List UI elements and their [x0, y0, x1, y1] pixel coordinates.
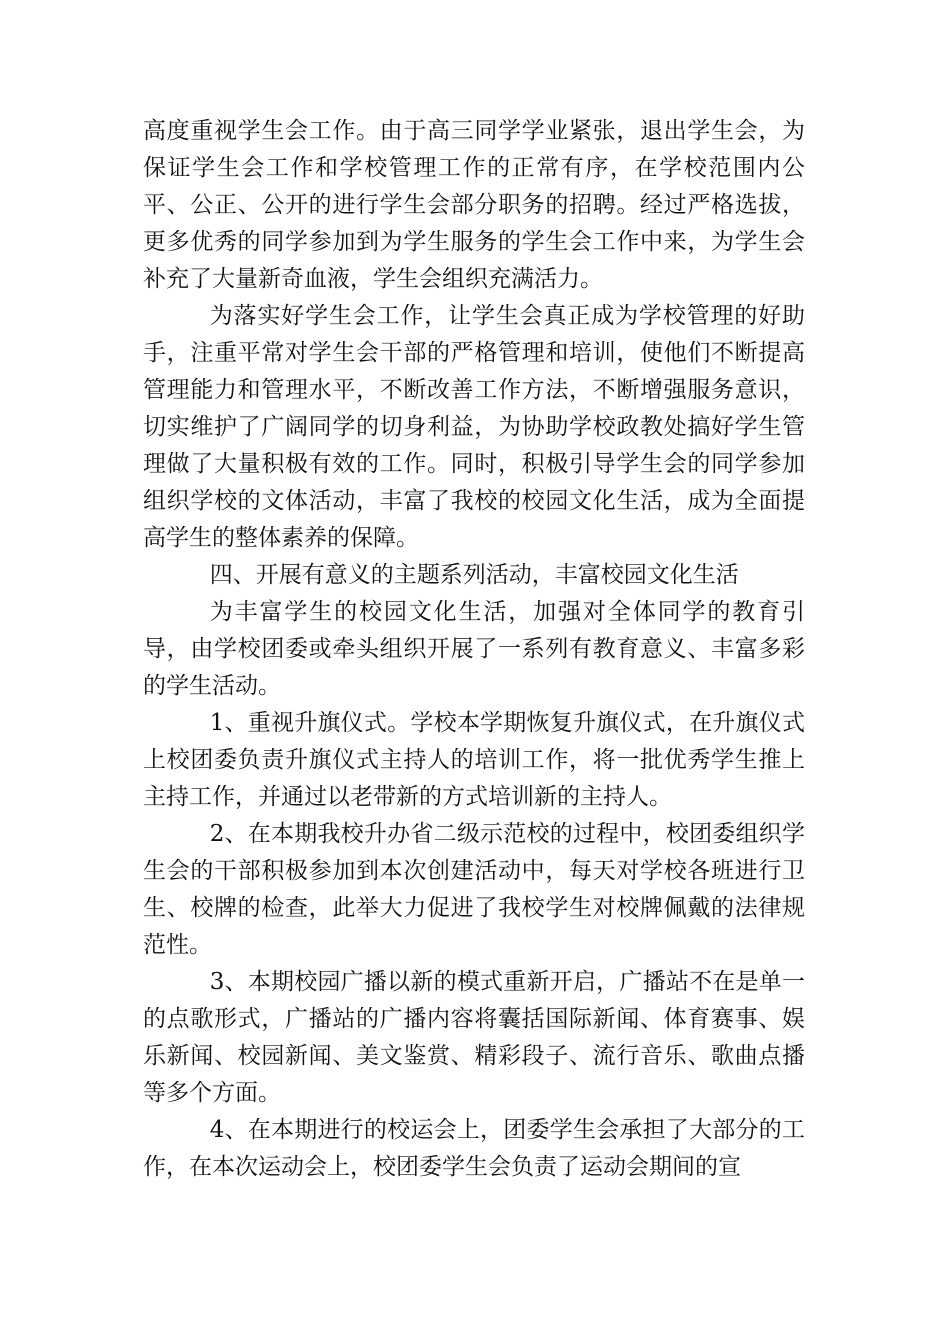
document-body	[143, 113, 805, 1186]
paragraph-student-union-management: 为落实好学生会工作，让学生会真正成为学校管理的好助手，注重平常对学生会干部的严格管理和培训，使他们不断提高管理能力和管理水平，不断改善工作方法，不断增强服务意识，切实维护了广阔同学的切身利益，为协助学校政教处搞好学生管理做了大量积极有效的工作。同时，积极引导学生会的同学参加组织学校的文体活动，丰富了我校的校园文化生活，成为全面提高学生的整体素养的保障。	[143, 303, 805, 551]
list-item-demonstration-school: 2、在本期我校升办省二级示范校的过程中，校团委组织学生会的干部积极参加到本次创建活动中，每天对学校各班进行卫生、校牌的检查，此举大力促进了我校学生对校牌佩戴的法律规范性。	[143, 821, 805, 958]
paragraph-continuation: 高度重视学生会工作。由于高三同学学业紧张，退出学生会，为保证学生会工作和学校管理工作的正常有序，在学校范围内公平、公正、公开的进行学生会部分职务的招聘。经过严格选拔，更多优秀的同学参加到为学生服务的学生会工作中来，为学生会补充了大量新奇血液，学生会组织充满活力。	[143, 118, 805, 292]
paragraph-activities-intro: 为丰富学生的校园文化生活，加强对全体同学的教育引导，由学校团委或牵头组织开展了一系列有教育意义、丰富多彩的学生活动。	[143, 599, 805, 699]
list-item-flag-ceremony: 1、重视升旗仪式。学校本学期恢复升旗仪式，在升旗仪式上校团委负责升旗仪式主持人的培训工作，将一批优秀学生推上主持工作，并通过以老带新的方式培训新的主持人。	[143, 710, 805, 810]
list-item-campus-radio: 3、本期校园广播以新的模式重新开启，广播站不在是单一的点歌形式，广播站的广播内容将囊括国际新闻、体育赛事、娱乐新闻、校园新闻、美文鉴赏、精彩段子、流行音乐、歌曲点播等多个方面。	[143, 969, 805, 1106]
section-heading-four: 四、开展有意义的主题系列活动，丰富校园文化生活	[209, 562, 739, 588]
list-item-sports-meet: 4、在本期进行的校运会上，团委学生会承担了大部分的工作，在本次运动会上，校团委学生会负责了运动会期间的宣	[143, 1117, 805, 1180]
